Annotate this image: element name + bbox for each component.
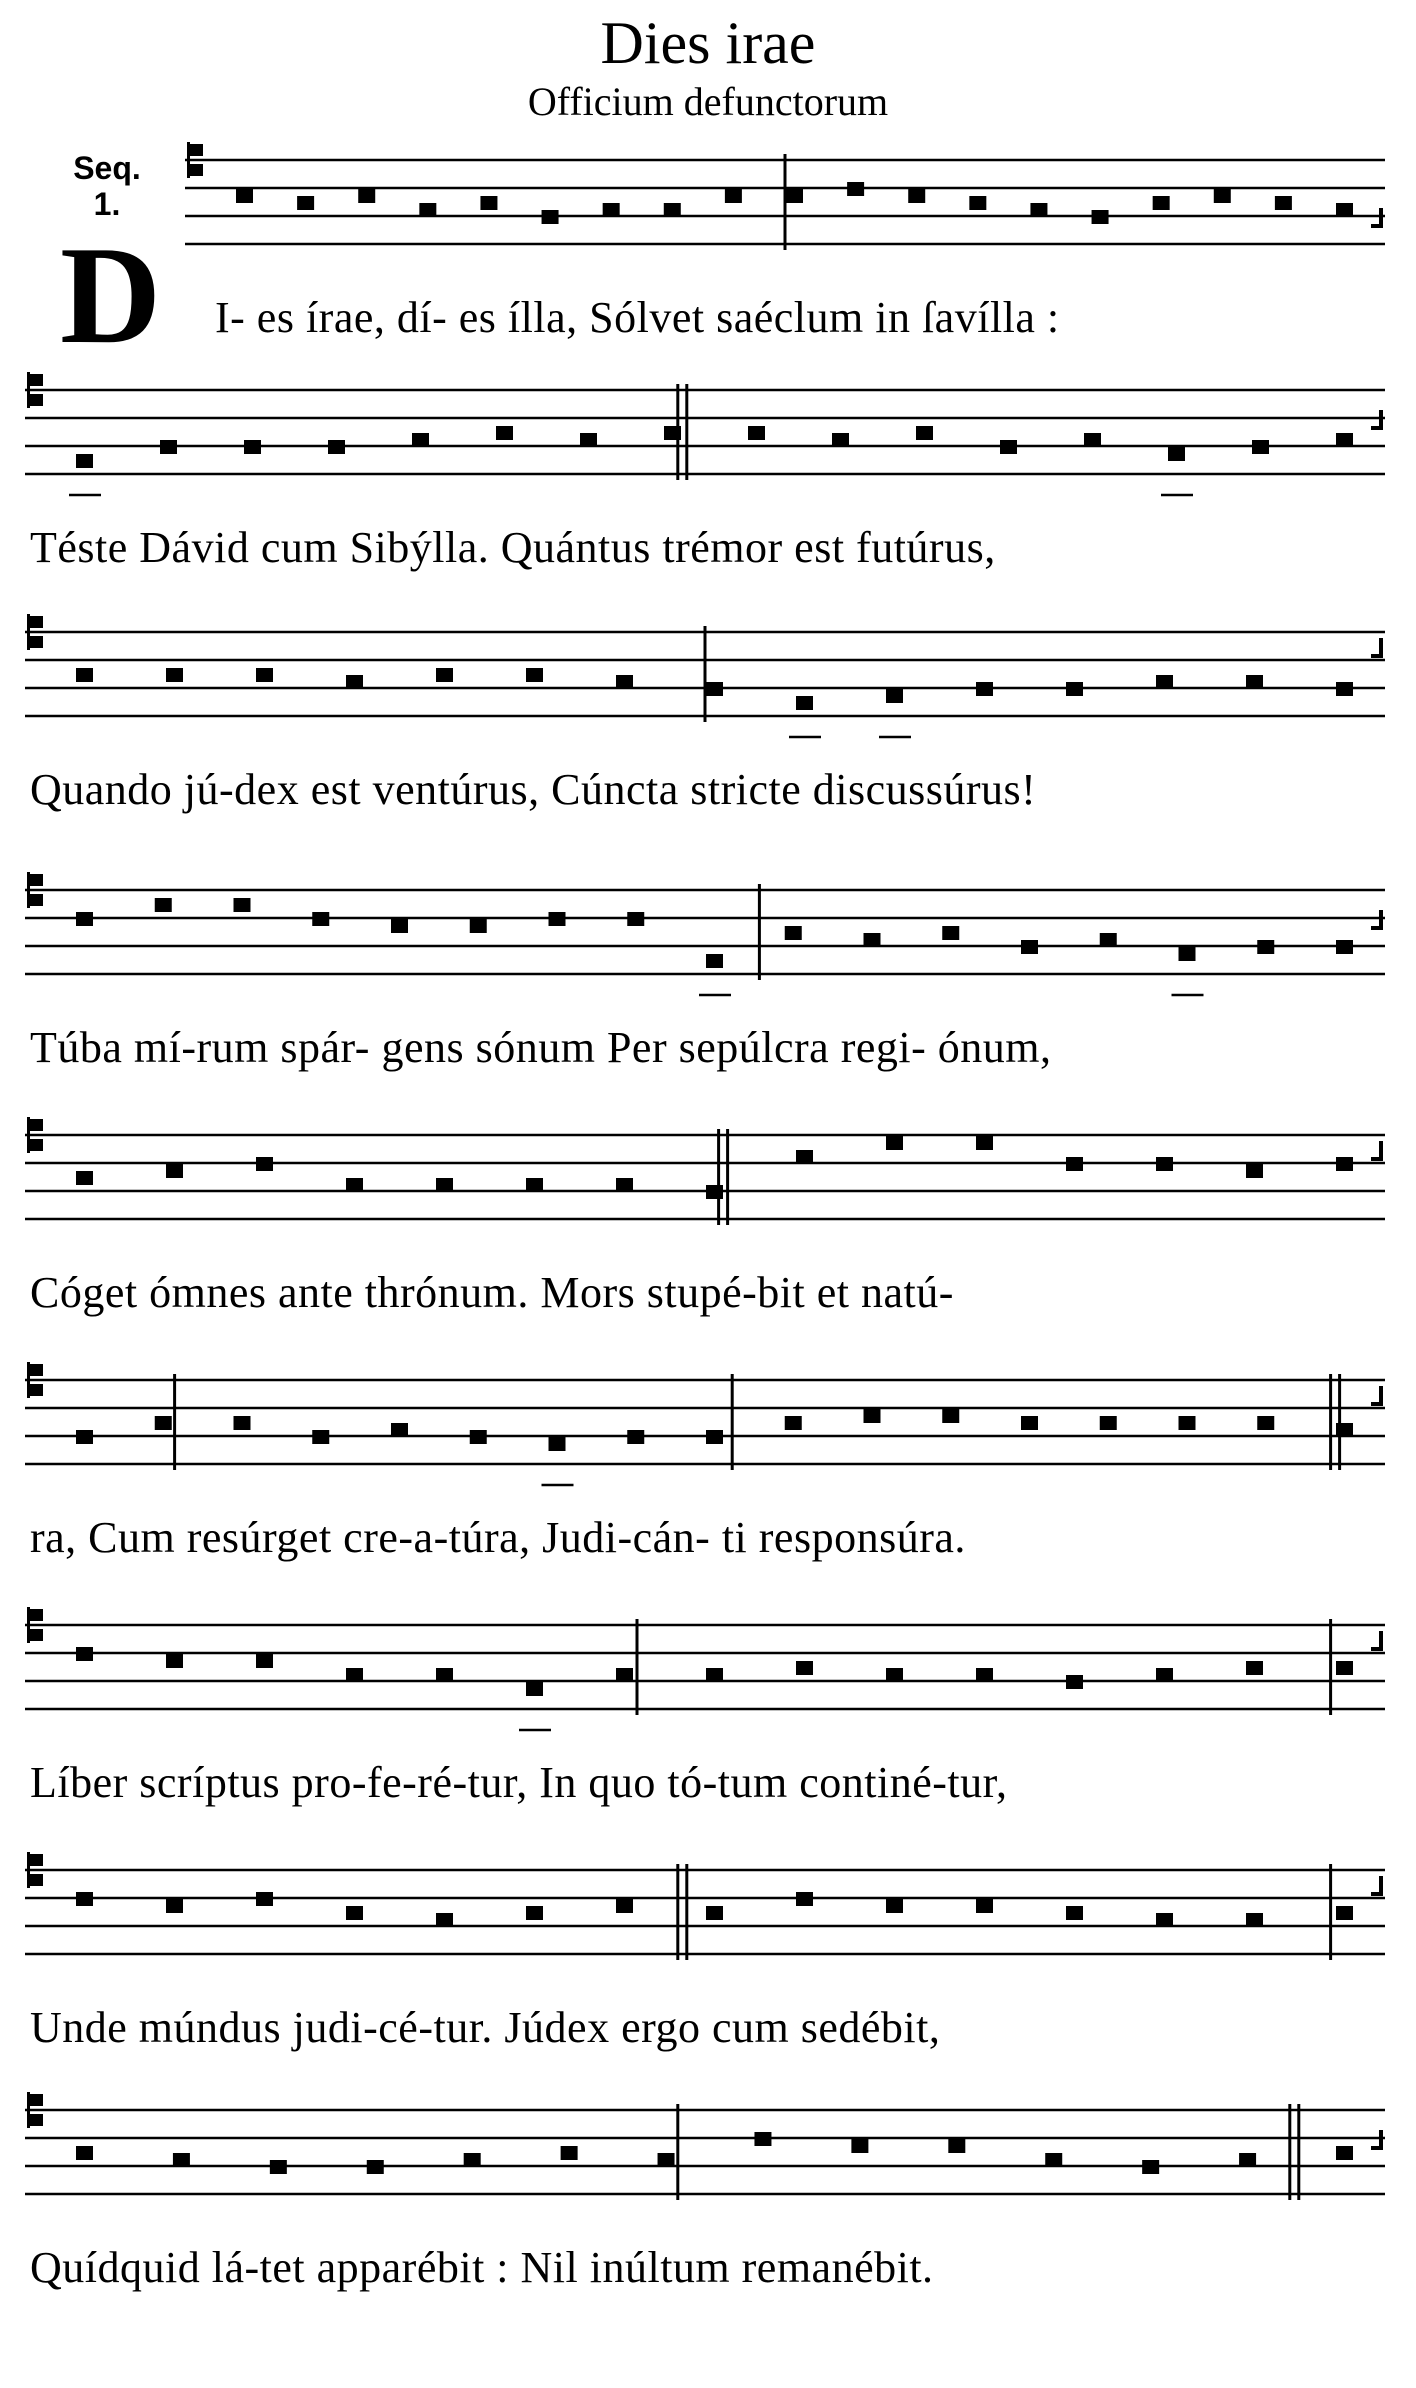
neume-note (785, 1416, 802, 1430)
neume-note (886, 1136, 903, 1150)
neume-note (948, 2139, 965, 2153)
neume-note (76, 1892, 93, 1906)
neume-note (627, 912, 644, 926)
neume-note (236, 189, 253, 203)
neume-note (76, 1430, 93, 1444)
neume-note (969, 196, 986, 210)
lyric-line: Quando jú-dex est ventúrus, Cúncta stricte discussúrus! (30, 765, 1037, 814)
custos-icon (1371, 1876, 1381, 1894)
custos-icon (1371, 1386, 1381, 1404)
neume-note (166, 668, 183, 682)
neume-note (1336, 1906, 1353, 1920)
neume-note (616, 1668, 633, 1682)
neume-note (1214, 189, 1231, 203)
neume-note (346, 675, 363, 689)
neume-note (706, 954, 723, 968)
four-line-staff (25, 1360, 1395, 1504)
neume-note (580, 433, 597, 447)
neume-note (470, 1430, 487, 1444)
neume-note (1021, 1416, 1038, 1430)
neume-note (526, 1682, 543, 1696)
neume-note (526, 668, 543, 682)
four-line-staff (25, 1605, 1395, 1749)
neume-note (256, 1892, 273, 1906)
neume-note (470, 919, 487, 933)
neume-note (796, 1661, 813, 1675)
neume-note (1246, 675, 1263, 689)
neume-note (391, 919, 408, 933)
neume-note (886, 1668, 903, 1682)
neume-note (76, 668, 93, 682)
neume-note (796, 1892, 813, 1906)
neume-note (847, 182, 864, 196)
neume-note (244, 440, 261, 454)
lyric-line: Túba mí-rum spár- gens sónum Per sepúlcra regi- ónum, (30, 1023, 1052, 1072)
neume-note (1100, 1416, 1117, 1430)
neume-note (419, 203, 436, 217)
neume-note (464, 2153, 481, 2167)
neume-note (1000, 440, 1017, 454)
lyric-line: Téste Dávid cum Sibýlla. Quántus trémor est futúrus, (30, 523, 996, 572)
neume-note (412, 433, 429, 447)
neume-note (76, 1171, 93, 1185)
staff-drawing (25, 612, 1395, 756)
neume-note (725, 189, 742, 203)
sequence-label (62, 150, 152, 222)
neume-note (1257, 940, 1274, 954)
neume-note (1257, 1416, 1274, 1430)
neume-note (173, 2153, 190, 2167)
sequence-label-text: Seq. 1. (73, 150, 141, 222)
neume-note (1066, 1906, 1083, 1920)
neume-note (526, 1906, 543, 1920)
neume-note (1246, 1661, 1263, 1675)
neume-note (976, 1668, 993, 1682)
neume-note (1066, 1157, 1083, 1171)
neume-note (886, 1899, 903, 1913)
neume-note (367, 2160, 384, 2174)
four-line-staff (25, 612, 1395, 756)
neume-note (754, 2132, 771, 2146)
neume-note (256, 1654, 273, 1668)
neume-note (76, 1647, 93, 1661)
neume-note (480, 196, 497, 210)
neume-note (166, 1899, 183, 1913)
neume-note (1066, 682, 1083, 696)
neume-note (297, 196, 314, 210)
neume-note (1168, 447, 1185, 461)
neume-note (1246, 1164, 1263, 1178)
neume-note (312, 1430, 329, 1444)
neume-note (658, 2153, 675, 2167)
staff-drawing (25, 370, 1395, 514)
custos-icon (1371, 1141, 1381, 1159)
neume-note (785, 926, 802, 940)
neume-note (706, 1668, 723, 1682)
neume-note (796, 696, 813, 710)
neume-note (748, 426, 765, 440)
lyric-line: Quídquid lá-tet apparébit : Nil inúltum remanébit. (30, 2243, 934, 2292)
neume-note (616, 675, 633, 689)
neume-note (166, 1654, 183, 1668)
neume-note (851, 2139, 868, 2153)
neume-note (1336, 940, 1353, 954)
four-line-staff (25, 870, 1395, 1014)
decorated-initial: D (60, 218, 162, 373)
neume-note (1045, 2153, 1062, 2167)
staff-drawing (25, 870, 1395, 1014)
neume-note (976, 1899, 993, 1913)
neume-note (346, 1668, 363, 1682)
neume-note (1179, 947, 1196, 961)
neume-note (832, 433, 849, 447)
neume-note (542, 210, 559, 224)
neume-note (1153, 196, 1170, 210)
neume-note (1336, 203, 1353, 217)
neume-note (1252, 440, 1269, 454)
lyric-line: I- es írae, dí- es ílla, Sólvet saéclum in ſavílla : (215, 293, 1060, 342)
neume-note (1030, 203, 1047, 217)
neume-note (256, 668, 273, 682)
neume-note (312, 912, 329, 926)
neume-note (916, 426, 933, 440)
neume-note (706, 1906, 723, 1920)
neume-note (436, 1913, 453, 1927)
staff-drawing (25, 2090, 1395, 2234)
neume-note (76, 912, 93, 926)
neume-note (549, 912, 566, 926)
neume-note (496, 426, 513, 440)
neume-note (706, 682, 723, 696)
neume-note (706, 1430, 723, 1444)
custos-icon (1371, 638, 1381, 656)
neume-note (234, 1416, 251, 1430)
custos-icon (1371, 1631, 1381, 1649)
neume-note (616, 1178, 633, 1192)
staff-drawing (25, 1115, 1395, 1259)
neume-note (1336, 1157, 1353, 1171)
neume-note (627, 1430, 644, 1444)
neume-note (234, 898, 251, 912)
neume-note (942, 926, 959, 940)
neume-note (616, 1899, 633, 1913)
neume-note (155, 1416, 172, 1430)
neume-note (155, 898, 172, 912)
neume-note (270, 2160, 287, 2174)
lyric-line: ra, Cum resúrget cre-a-túra, Judi-cán- ti responsúra. (30, 1513, 966, 1562)
neume-note (391, 1423, 408, 1437)
four-line-staff (25, 2090, 1395, 2234)
neume-note (864, 1409, 881, 1423)
neume-note (706, 1185, 723, 1199)
neume-note (160, 440, 177, 454)
neume-note (976, 682, 993, 696)
four-line-staff (25, 1850, 1395, 1994)
neume-note (76, 454, 93, 468)
neume-note (1092, 210, 1109, 224)
neume-note (942, 1409, 959, 1423)
neume-note (976, 1136, 993, 1150)
lyric-line: Unde múndus judi-cé-tur. Júdex ergo cum sedébit, (30, 2003, 941, 2052)
neume-note (1336, 682, 1353, 696)
neume-note (1336, 2146, 1353, 2160)
neume-note (1084, 433, 1101, 447)
four-line-staff (185, 140, 1395, 284)
neume-note (1336, 433, 1353, 447)
neume-note (1179, 1416, 1196, 1430)
staff-drawing (185, 140, 1395, 284)
neume-note (1246, 1913, 1263, 1927)
neume-note (1021, 940, 1038, 954)
neume-note (786, 189, 803, 203)
four-line-staff (25, 1115, 1395, 1259)
neume-note (1156, 675, 1173, 689)
neume-note (549, 1437, 566, 1451)
lyric-line: Cóget ómnes ante thrónum. Mors stupé-bit et natú- (30, 1268, 954, 1317)
page-title: Dies irae (600, 10, 816, 76)
neume-note (561, 2146, 578, 2160)
neume-note (1239, 2153, 1256, 2167)
neume-note (76, 2146, 93, 2160)
neume-note (526, 1178, 543, 1192)
neume-note (1156, 1157, 1173, 1171)
neume-note (346, 1178, 363, 1192)
neume-note (436, 1668, 453, 1682)
neume-note (664, 203, 681, 217)
neume-note (1100, 933, 1117, 947)
four-line-staff (25, 370, 1395, 514)
neume-note (436, 668, 453, 682)
staff-drawing (25, 1360, 1395, 1504)
neume-note (796, 1150, 813, 1164)
neume-note (166, 1164, 183, 1178)
neume-note (886, 689, 903, 703)
neume-note (256, 1157, 273, 1171)
page-subtitle: Officium defunctorum (527, 79, 889, 124)
neume-note (1336, 1661, 1353, 1675)
neume-note (1156, 1668, 1173, 1682)
neume-note (1275, 196, 1292, 210)
lyric-line: Líber scríptus pro-fe-ré-tur, In quo tó-tum continé-tur, (30, 1758, 1008, 1807)
neume-note (1156, 1913, 1173, 1927)
neume-note (1142, 2160, 1159, 2174)
staff-drawing (25, 1605, 1395, 1749)
neume-note (908, 189, 925, 203)
neume-note (864, 933, 881, 947)
neume-note (328, 440, 345, 454)
neume-note (358, 189, 375, 203)
neume-note (346, 1906, 363, 1920)
staff-drawing (25, 1850, 1395, 1994)
neume-note (603, 203, 620, 217)
neume-note (436, 1178, 453, 1192)
neume-note (1066, 1675, 1083, 1689)
